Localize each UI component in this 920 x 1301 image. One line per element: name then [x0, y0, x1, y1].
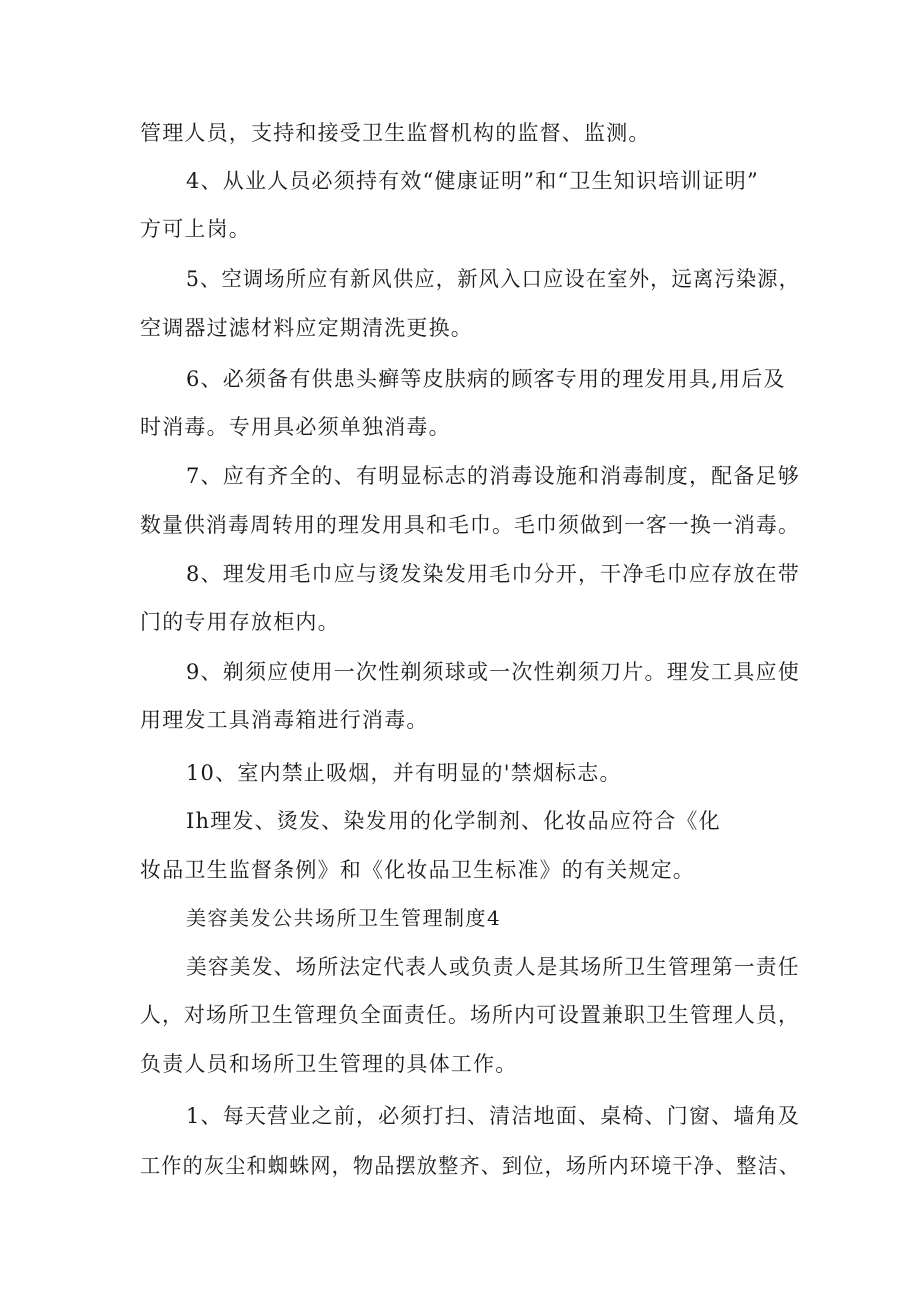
text-line: 数量供消毒周转用的理发用具和毛巾。毛巾须做到一客一换一消毒。 — [140, 513, 800, 537]
section-heading: 美容美发公共场所卫生管理制度4 — [186, 906, 502, 930]
text-line: 美容美发、场所法定代表人或负责人是其场所卫生管理第一责任 — [186, 955, 800, 979]
text-line: 用理发工具消毒箱进行消毒。 — [140, 708, 429, 732]
text-line: 负责人员和场所卫生管理的具体工作。 — [140, 1052, 518, 1076]
text-line: 管理人员，支持和接受卫生监督机构的监督、监测。 — [140, 121, 651, 145]
text-line: 门的专用存放柜内。 — [140, 610, 340, 634]
text-line: 空调器过滤材料应定期清洗更换。 — [140, 316, 473, 340]
text-line: 4、从业人员必须持有效“健康证明”和“卫生知识培训证明” — [186, 169, 759, 193]
text-line: 8、理发用毛巾应与烫发染发用毛巾分开，干净毛巾应存放在带 — [186, 562, 800, 586]
text-line: 时消毒。专用具必须单独消毒。 — [140, 415, 451, 439]
text-line: Ih理发、烫发、染发用的化学制剂、化妆品应符合《化 — [186, 809, 721, 833]
text-line: 工作的灰尘和蜘蛛网，物品摆放整齐、到位，场所内环境干净、整洁、 — [140, 1154, 801, 1178]
text-line: 人，对场所卫生管理负全面责任。场所内可设置兼职卫生管理人员， — [140, 1003, 800, 1027]
text-line: 方可上岗。 — [140, 217, 251, 241]
text-line: 10、室内禁止吸烟，并有明显的'禁烟标志。 — [186, 761, 622, 785]
text-line: 6、必须备有供患头癣等皮肤病的顾客专用的理发用具,用后及 — [186, 367, 786, 391]
text-line: 7、应有齐全的、有明显标志的消毒设施和消毒制度，配备足够 — [186, 464, 800, 488]
text-line: 妆品卫生监督条例》和《化妆品卫生标准》的有关规定。 — [140, 858, 695, 882]
text-line: 5、空调场所应有新风供应，新风入口应设在室外，远离污染源， — [186, 267, 801, 291]
text-line: 9、剃须应使用一次性剃须球或一次性剃须刀片。理发工具应使 — [186, 660, 800, 684]
text-line: 1、每天营业之前，必须打扫、清洁地面、桌椅、门窗、墙角及 — [186, 1104, 800, 1128]
